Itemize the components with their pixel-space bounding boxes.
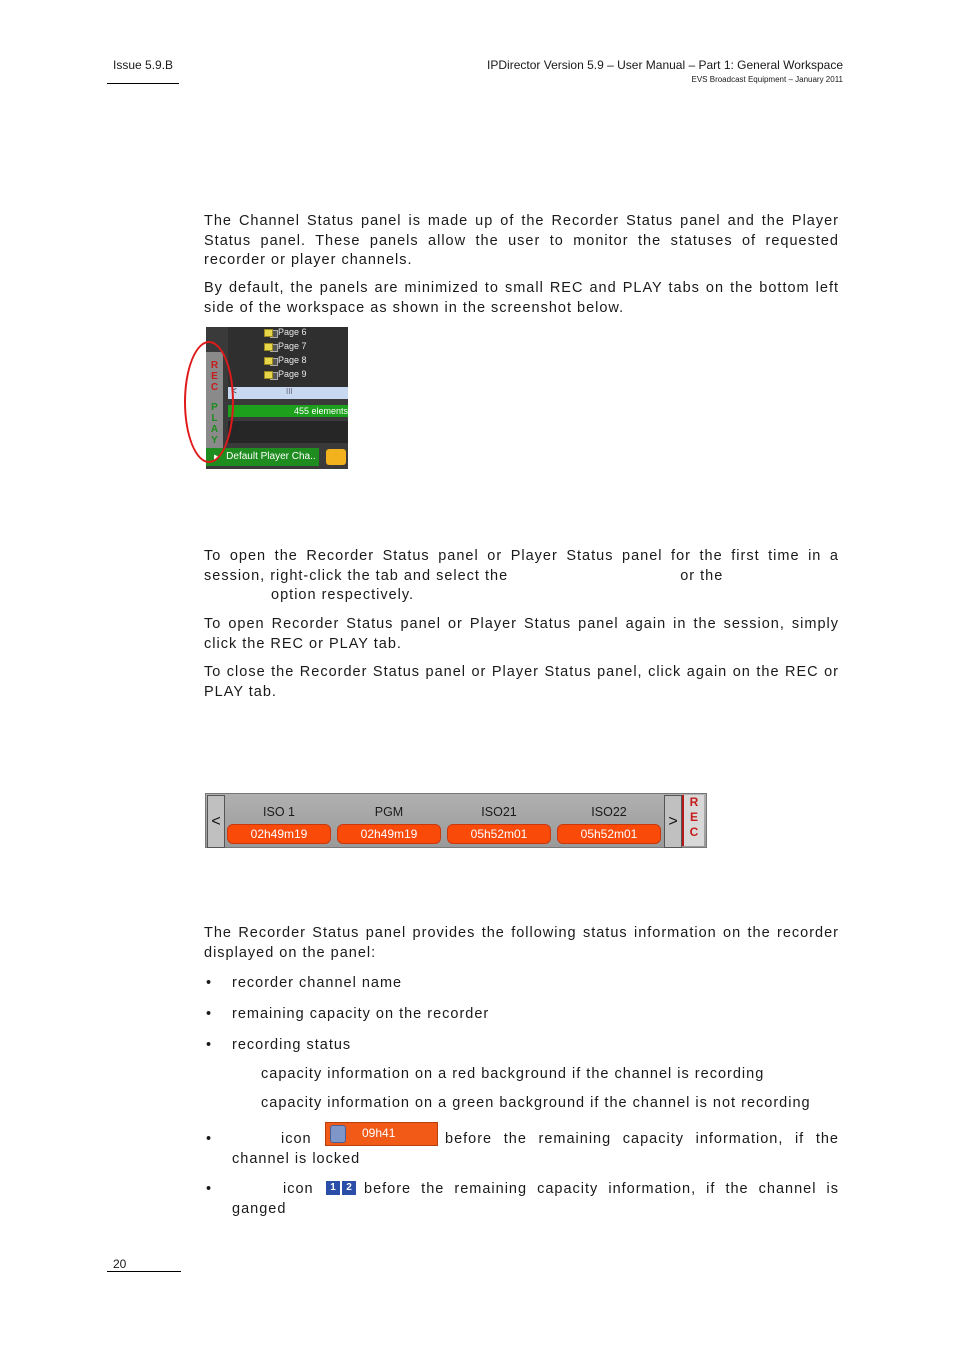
scroll-left-icon[interactable]: < xyxy=(231,386,237,397)
channel-capacity: 02h49m19 xyxy=(227,824,331,844)
recorder-channel[interactable] xyxy=(557,802,661,844)
player-label: Default Player Cha.. xyxy=(226,451,316,462)
issue-label: Issue 5.9.B xyxy=(113,58,174,72)
tree-item: Page 9 xyxy=(264,367,307,381)
default-paragraph: By default, the panels are minimized to small REC and PLAY tabs on the bottom left side of the workspace as shown in the screenshot below. xyxy=(204,280,839,316)
channel-name: ISO22 xyxy=(591,805,627,819)
channel-capacity: 05h52m01 xyxy=(447,824,551,844)
document-header xyxy=(487,58,843,84)
scroll-right-button[interactable]: > xyxy=(664,795,682,848)
open-paragraph: To open the Recorder Status panel or Player Status panel for the first time in a session, right-click the tab and select the or the option respectively. xyxy=(204,548,839,603)
channel-capacity: 02h49m19 xyxy=(337,824,441,844)
channel-name: ISO 1 xyxy=(263,805,295,819)
highlight-ellipse xyxy=(184,341,234,463)
reopen-paragraph: To open Recorder Status panel or Player Status panel again in the session, simply click the REC or PLAY tab. xyxy=(204,616,839,652)
sub-list-item: capacity information on a red background if the channel is recording xyxy=(261,1066,765,1082)
recorder-channel[interactable] xyxy=(227,802,331,844)
horizontal-scrollbar[interactable] xyxy=(228,387,348,399)
play-tab[interactable]: P L A Y xyxy=(210,402,219,446)
lock-icon: 09h41 xyxy=(325,1122,438,1146)
intro-paragraph: The Channel Status panel is made up of the Recorder Status panel and the Player Status panel. These panels allow the user to monitor the statuses of requested recorder or player channels. xyxy=(204,213,839,268)
list-item: • icon before the remaining capacity information, if the channel is locked xyxy=(206,1131,839,1167)
empty-area xyxy=(228,421,348,443)
elements-count: 455 elements xyxy=(293,406,348,416)
channel-capacity: 05h52m01 xyxy=(557,824,661,844)
header-rule xyxy=(107,83,179,84)
play-arrow-icon: ▶ xyxy=(214,454,220,461)
recorder-status-panel xyxy=(205,793,707,848)
close-paragraph: To close the Recorder Status panel or Player Status panel, click again on the REC or PLAY tab. xyxy=(204,664,839,700)
status-info-paragraph: The Recorder Status panel provides the following status information on the recorder displayed on the panel: xyxy=(204,925,839,961)
tree-item: Page 7 xyxy=(264,339,307,353)
rec-tab[interactable]: R E C xyxy=(682,795,704,846)
rec-tab[interactable]: R E C xyxy=(210,360,219,393)
gang-icon: 1 2 xyxy=(326,1181,356,1195)
list-item: • icon before the remaining capacity information, if the channel is ganged xyxy=(206,1181,839,1217)
tree-item: Page 6 xyxy=(264,327,307,339)
padlock-icon xyxy=(330,1125,346,1143)
scroll-thumb[interactable]: III xyxy=(286,387,293,396)
recorder-channel[interactable] xyxy=(447,802,551,844)
page-number: 20 xyxy=(113,1257,127,1271)
tree-item: Page 8 xyxy=(264,353,307,367)
footer-rule xyxy=(107,1271,181,1272)
folder-icon xyxy=(264,371,273,379)
folder-icon xyxy=(264,343,273,351)
folder-icon xyxy=(264,329,273,337)
folder-icon xyxy=(264,357,273,365)
channel-name: ISO21 xyxy=(481,805,517,819)
player-config-icon[interactable] xyxy=(326,449,346,465)
document-title: IPDirector Version 5.9 – User Manual – Part 1: General Workspace xyxy=(487,58,843,72)
recorder-channel[interactable] xyxy=(337,802,441,844)
document-subtitle: EVS Broadcast Equipment – January 2011 xyxy=(691,75,843,84)
sub-list-item: capacity information on a green background if the channel is not recording xyxy=(261,1095,811,1111)
scroll-left-button[interactable]: < xyxy=(207,795,225,848)
elements-count-bar xyxy=(228,405,348,417)
channel-name: PGM xyxy=(374,805,404,819)
